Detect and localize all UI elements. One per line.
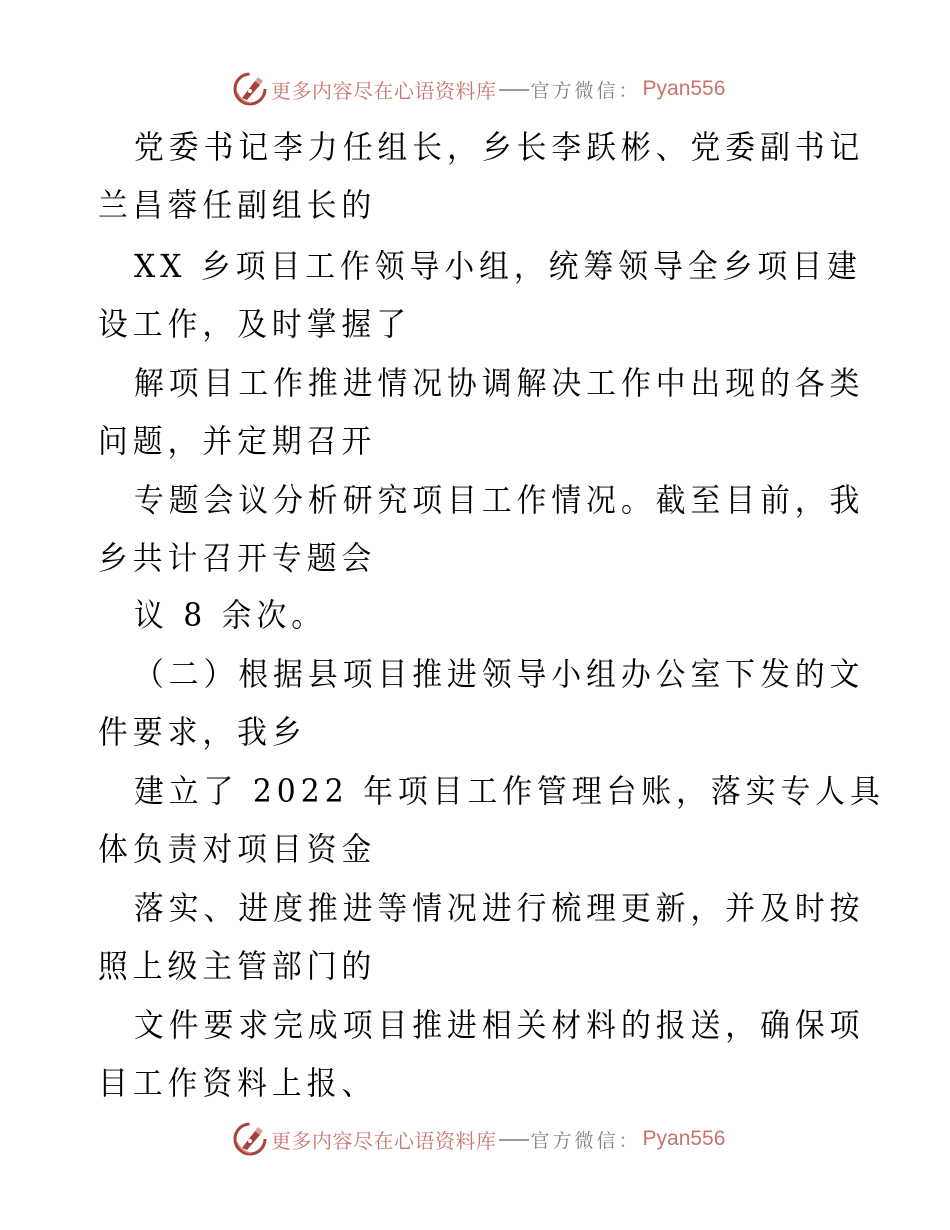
text-line: 文件要求完成项目推进相关材料的报送，确保项: [134, 1006, 865, 1044]
banner-dash-divider: [499, 1139, 529, 1141]
text-line: （二）根据县项目推进领导小组办公室下发的文: [134, 655, 865, 693]
wechat-id: Pyan556: [642, 77, 726, 100]
text-line: XX 乡项目工作领导小组，统筹领导全乡项目建: [134, 247, 862, 285]
text-line: 设工作，及时掌握了: [98, 305, 412, 343]
wechat-id: Pyan556: [642, 1127, 726, 1150]
wechat-label: 官方微信：: [530, 1129, 641, 1152]
text-line: 照上级主管部门的: [98, 947, 377, 985]
text-line: 目工作资料上报、: [98, 1064, 377, 1102]
header-banner: [233, 71, 725, 107]
text-line: 乡共计召开专题会: [98, 539, 377, 577]
wechat-label: 官方微信：: [530, 79, 641, 102]
footer-banner: [233, 1121, 725, 1157]
text-line: 专题会议分析研究项目工作情况。截至目前，我: [134, 481, 865, 519]
text-line: 兰昌蓉任副组长的: [98, 186, 377, 224]
pen-nib-logo-icon: [233, 72, 267, 106]
text-line: 建立了 2022 年项目工作管理台账，落实专人具: [134, 772, 885, 810]
banner-dash-divider: [499, 89, 529, 91]
text-line: 党委书记李力任组长，乡长李跃彬、党委副书记: [134, 128, 865, 166]
text-line: 解项目工作推进情况协调解决工作中出现的各类: [134, 364, 865, 402]
text-line: 落实、进度推进等情况进行梳理更新，并及时按: [134, 889, 865, 927]
text-line: 议 8 余次。: [134, 596, 327, 634]
text-line: 体负责对项目资金: [98, 830, 377, 868]
text-line: 问题，并定期召开: [98, 422, 377, 460]
brand-text: 更多内容尽在心语资料库: [271, 78, 497, 103]
pen-nib-logo-icon: [233, 1122, 267, 1156]
brand-text: 更多内容尽在心语资料库: [271, 1128, 497, 1153]
text-line: 件要求，我乡: [98, 713, 307, 751]
